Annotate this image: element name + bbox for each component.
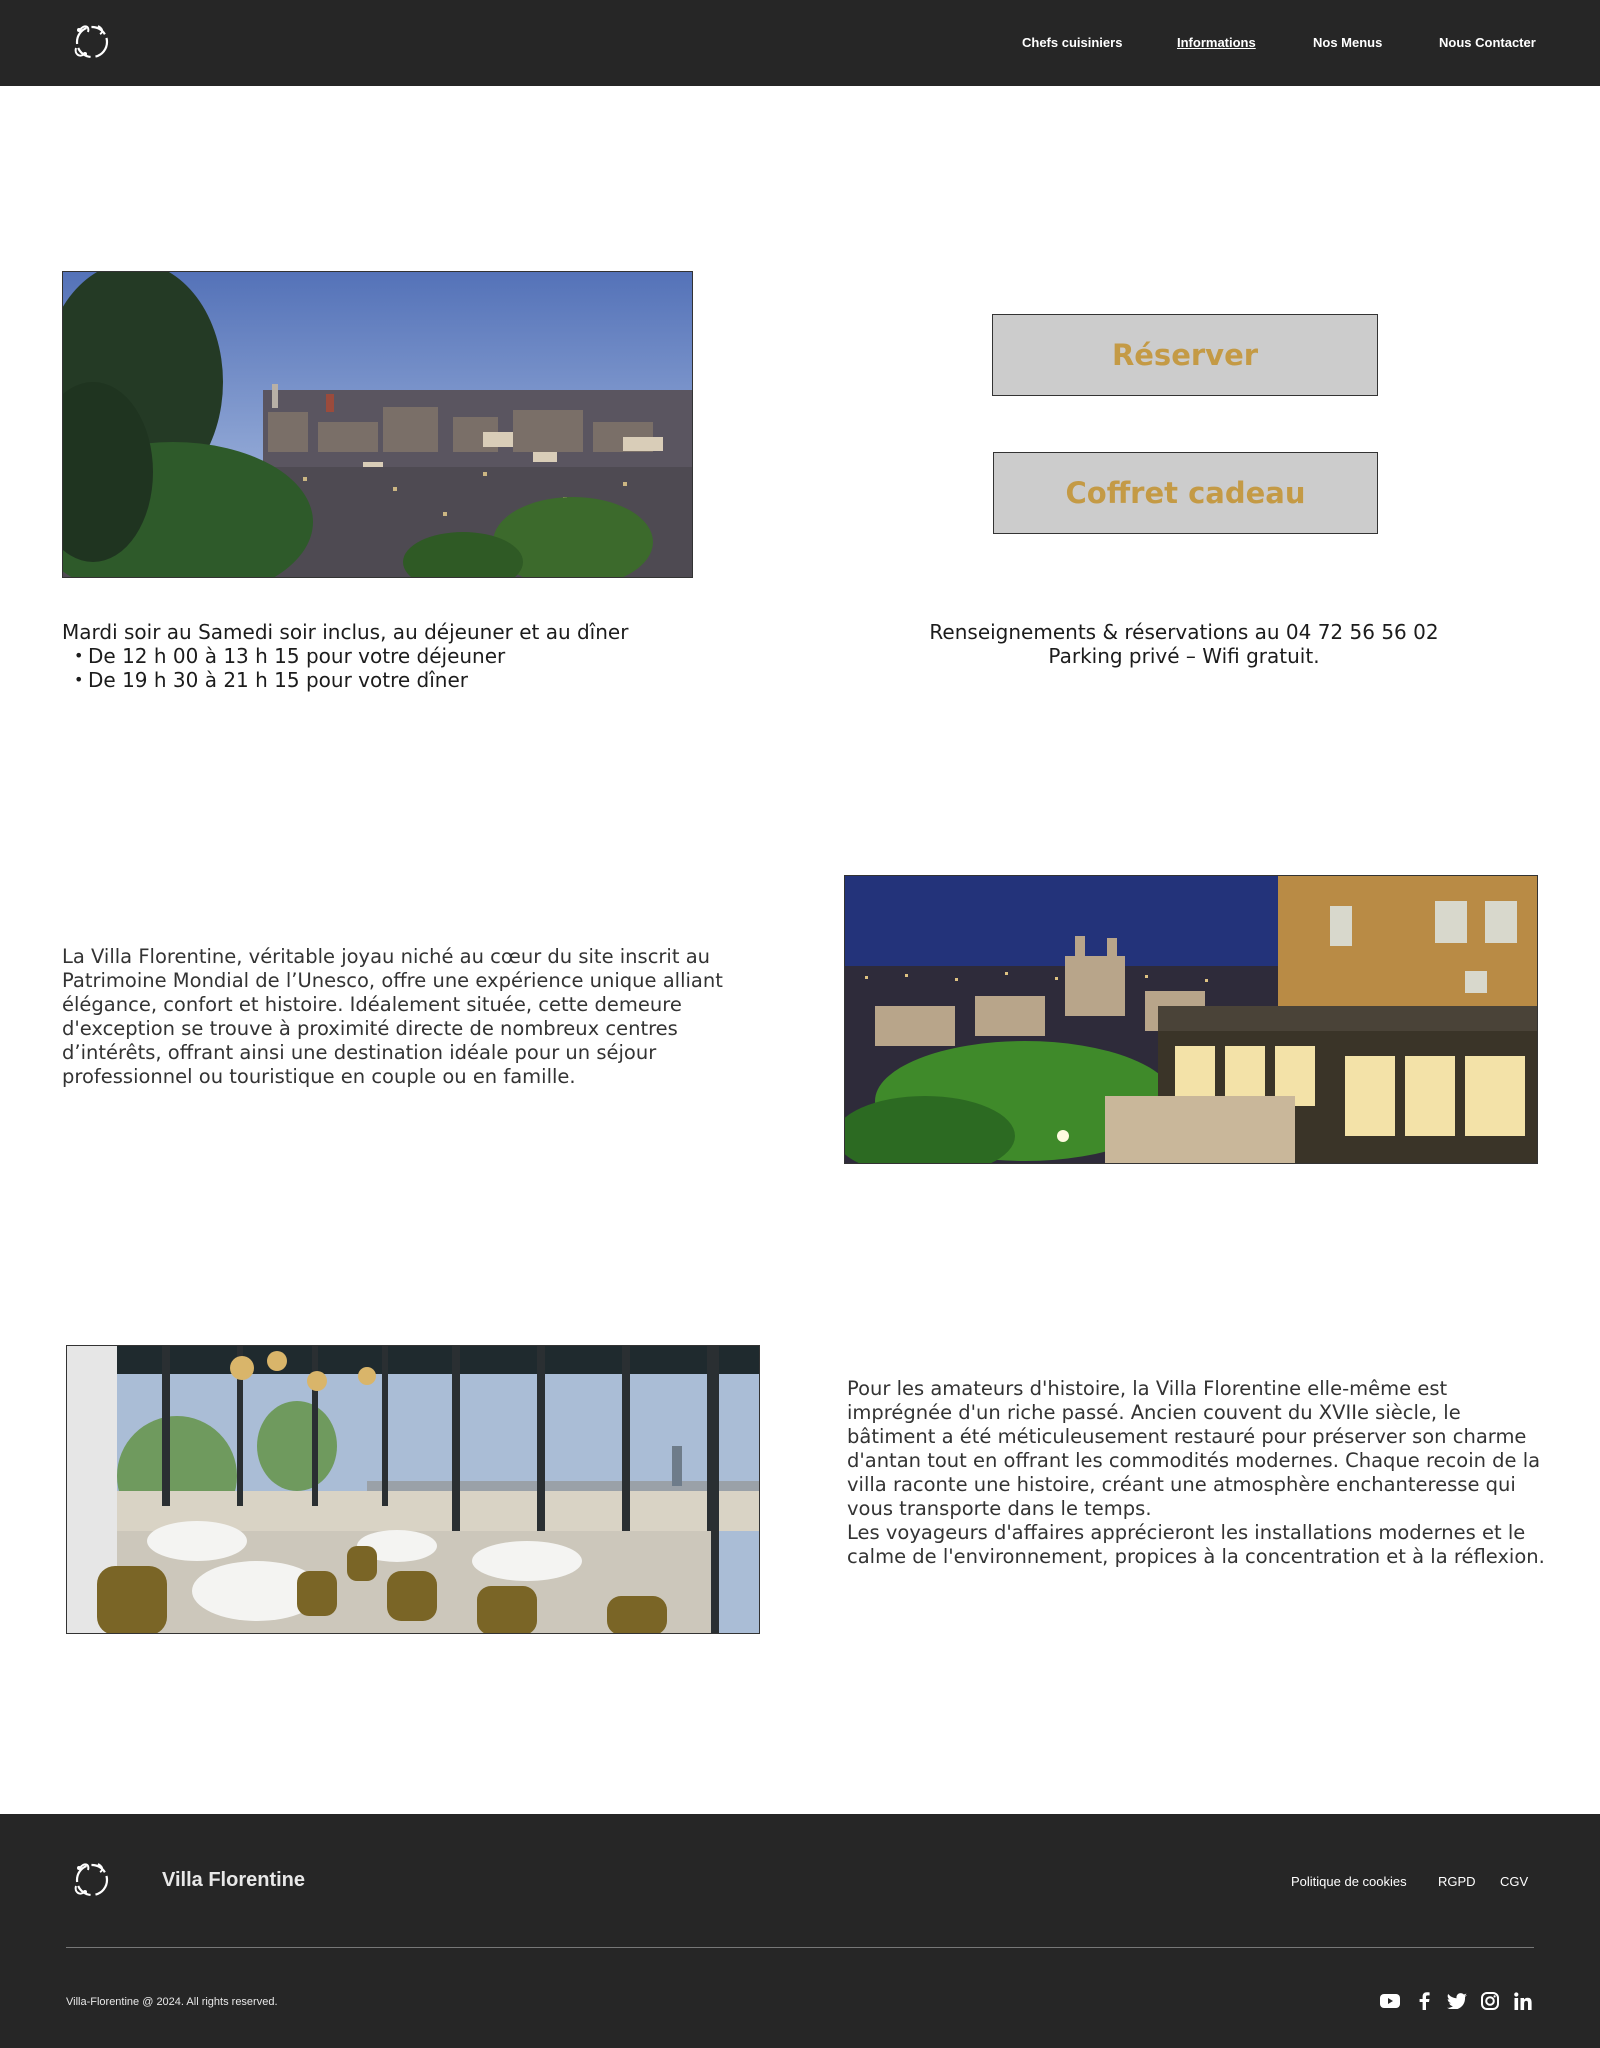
opening-hours-dinner: • De 19 h 30 à 21 h 15 pour votre dîner xyxy=(74,668,762,692)
nav-chefs-cuisiniers[interactable]: Chefs cuisiniers xyxy=(1022,35,1123,50)
opening-hours-lunch: • De 12 h 00 à 13 h 15 pour votre déjeuner xyxy=(74,644,762,668)
twitter-icon[interactable] xyxy=(1446,1990,1468,2012)
history-text xyxy=(847,1377,1547,1569)
nav-nos-menus[interactable]: Nos Menus xyxy=(1313,35,1383,50)
site-footer xyxy=(0,1814,1600,2048)
youtube-icon[interactable] xyxy=(1379,1990,1401,2012)
instagram-icon[interactable] xyxy=(1479,1990,1501,2012)
footer-link-cgv[interactable]: CGV xyxy=(1500,1874,1529,1889)
lyon-panorama-image xyxy=(62,271,693,578)
footer-link-rgpd[interactable]: RGPD xyxy=(1438,1874,1476,1889)
dining-veranda-image xyxy=(66,1345,760,1634)
logo-icon[interactable] xyxy=(68,18,116,66)
about-paragraph-1: La Villa Florentine, véritable joyau niché au cœur du site inscrit au Patrimoine Mondial de l’Unesco, offre une expérience unique alliant élégance, confort et histoire. Idéalement située, cette demeure d'exception se trouve à proximité directe de nombreux centres d’intérêts, offrant ainsi une destination idéale pour un séjour professionnel ou touristique en couple ou en famille. xyxy=(62,945,723,1088)
about-paragraph-3: Les voyageurs d'affaires apprécieront les installations modernes et le calme de l'environnement, propices à la concentration et à la réflexion. xyxy=(847,1521,1545,1568)
contact-info xyxy=(868,620,1500,668)
site-header xyxy=(0,0,1600,86)
villa-terrace-night-image xyxy=(844,875,1538,1164)
opening-hours xyxy=(62,620,762,692)
copyright-text: Villa-Florentine @ 2024. All rights reserved. xyxy=(66,1996,278,2008)
facebook-icon[interactable] xyxy=(1413,1990,1435,2012)
contact-amenities-line: Parking privé – Wifi gratuit. xyxy=(1048,644,1320,668)
linkedin-icon[interactable] xyxy=(1512,1990,1534,2012)
gift-box-button[interactable]: Coffret cadeau xyxy=(993,452,1378,534)
about-paragraph-2: Pour les amateurs d'histoire, la Villa Florentine elle-même est imprégnée d'un riche passé. Ancien couvent du XVIIe siècle, le bâtiment a été méticuleusement restauré pour préserver son charme d'antan tout en offrant les commodités modernes. Chaque recoin de la villa raconte une histoire, créant une atmosphère enchanteresse qui vous transporte dans le temps. xyxy=(847,1377,1541,1520)
contact-phone-line: Renseignements & réservations au 04 72 56 56 02 xyxy=(929,620,1439,644)
nav-informations[interactable]: Informations xyxy=(1177,35,1256,50)
opening-hours-intro: Mardi soir au Samedi soir inclus, au déjeuner et au dîner xyxy=(62,620,629,644)
reserve-button[interactable]: Réserver xyxy=(992,314,1378,396)
footer-link-cookies[interactable]: Politique de cookies xyxy=(1291,1874,1407,1889)
footer-logo-icon[interactable] xyxy=(68,1856,116,1904)
opening-hours-list xyxy=(62,644,762,692)
footer-brand-name: Villa Florentine xyxy=(162,1869,305,1891)
footer-divider xyxy=(66,1947,1534,1948)
nav-nous-contacter[interactable]: Nous Contacter xyxy=(1439,35,1536,50)
